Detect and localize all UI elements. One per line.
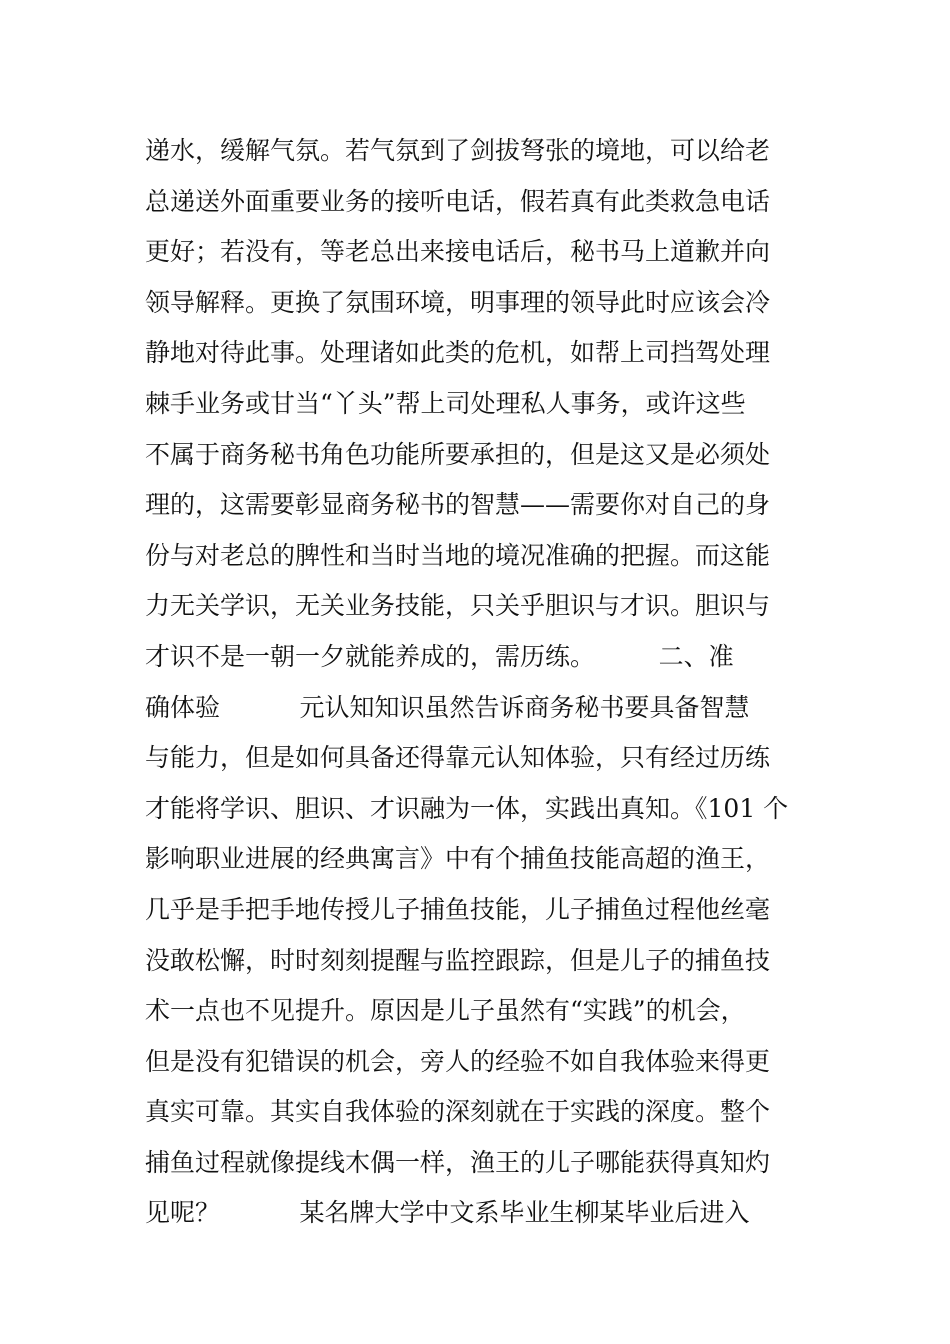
text-line: 力无关学识，无关业务技能，只关乎胆识与才识。胆识与 [145, 591, 771, 621]
text-line: 捕鱼过程就像提线木偶一样，渔王的儿子哪能获得真知灼 [145, 1147, 771, 1177]
text-line: 真实可靠。其实自我体验的深刻就在于实践的深度。整个 [145, 1097, 771, 1127]
text-line: 棘手业务或甘当“丫头”帮上司处理私人事务，或许这些 [145, 388, 746, 418]
text-line: 见呢？ 某名牌大学中文系毕业生柳某毕业后进入 [145, 1198, 750, 1228]
text-line: 与能力，但是如何具备还得靠元认知体验，只有经过历练 [145, 743, 771, 773]
body-text [145, 126, 810, 1239]
text-line: 才能将学识、胆识、才识融为一体，实践出真知。《101 个 [145, 793, 789, 823]
text-line: 领导解释。更换了氛围环境，明事理的领导此时应该会冷 [145, 287, 771, 317]
text-line: 影响职业进展的经典寓言》中有个捕鱼技能高超的渔王， [145, 844, 771, 874]
text-line: 术一点也不见提升。原因是儿子虽然有“实践”的机会， [145, 996, 746, 1026]
text-line: 不属于商务秘书角色功能所要承担的，但是这又是必须处 [145, 439, 771, 469]
text-line: 理的，这需要彰显商务秘书的智慧——需要你对自己的身 [145, 490, 771, 520]
text-line: 几乎是手把手地传授儿子捕鱼技能，儿子捕鱼过程他丝毫 [145, 894, 771, 924]
text-line: 总递送外面重要业务的接听电话，假若真有此类救急电话 [145, 186, 771, 216]
text-line: 才识不是一朝一夕就能养成的，需历练。 二、准 [145, 641, 734, 671]
text-line: 确体验 元认知知识虽然告诉商务秘书要具备智慧 [145, 692, 750, 722]
text-line: 没敢松懈，时时刻刻提醒与监控跟踪，但是儿子的捕鱼技 [145, 945, 771, 975]
text-line: 份与对老总的脾性和当时当地的境况准确的把握。而这能 [145, 540, 771, 570]
text-line: 递水，缓解气氛。若气氛到了剑拔弩张的境地，可以给老 [145, 136, 771, 165]
text-line: 但是没有犯错误的机会，旁人的经验不如自我体验来得更 [145, 1046, 771, 1076]
text-line: 更好；若没有，等老总出来接电话后，秘书马上道歉并向 [145, 237, 771, 267]
text-line: 静地对待此事。处理诸如此类的危机，如帮上司挡驾处理 [145, 338, 771, 368]
